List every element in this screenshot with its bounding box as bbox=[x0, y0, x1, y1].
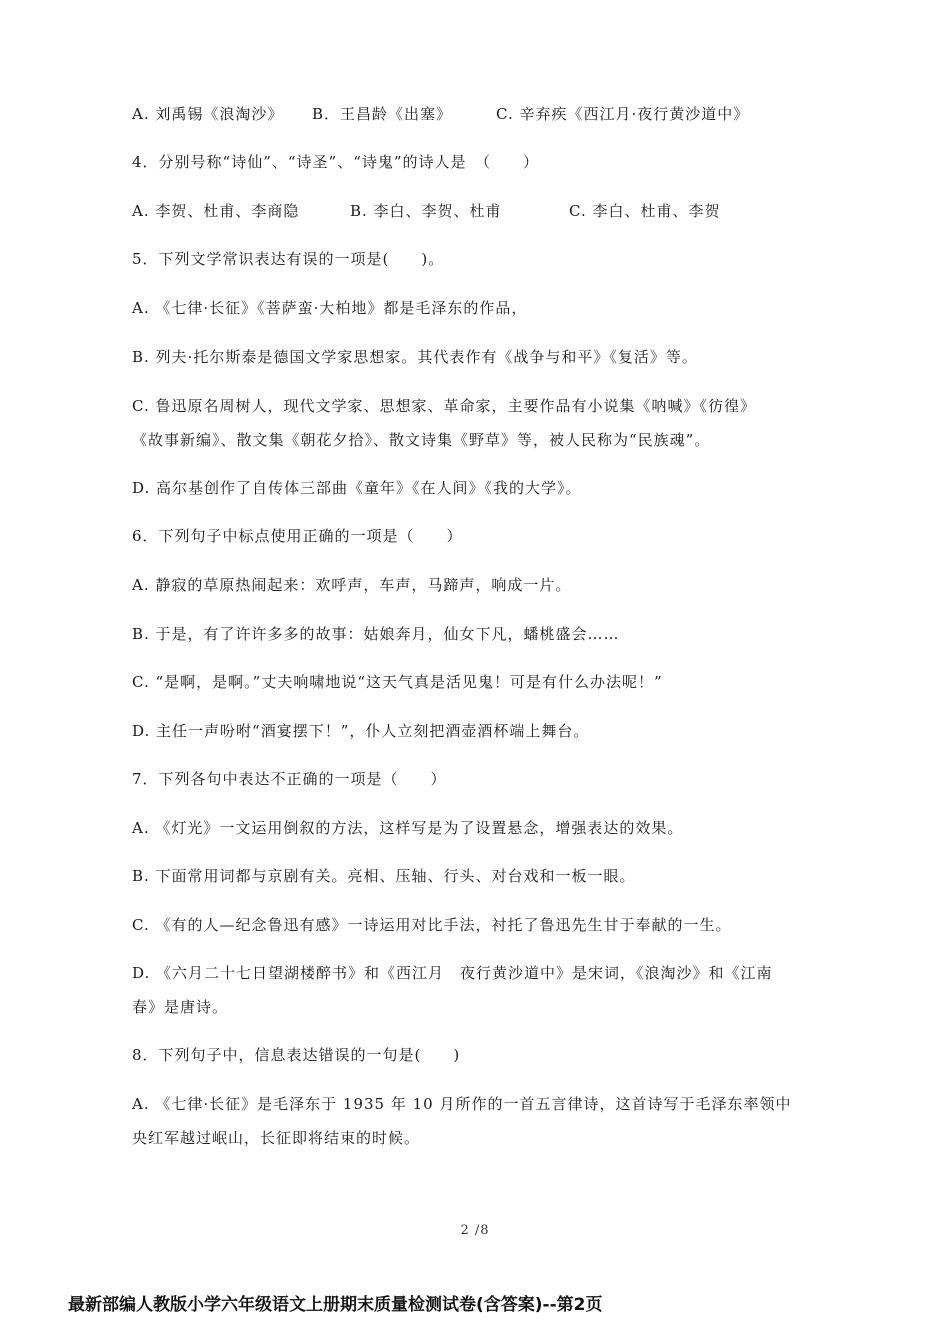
q4-option-a: A. 李贺、杜甫、李商隐 bbox=[132, 202, 300, 220]
q5-option-b: B. 列夫·托尔斯泰是德国文学家思想家。其代表作有《战争与和平》《复活》等。 bbox=[132, 348, 698, 366]
question-8: 8．下列句子中，信息表达错误的一句是( ) bbox=[132, 1046, 461, 1064]
q5-option-a: A. 《七律·长征》《菩萨蛮·大柏地》都是毛泽东的作品， bbox=[132, 299, 528, 317]
q7-option-c: C. 《有的人—纪念鲁迅有感》一诗运用对比手法，衬托了鲁迅先生甘于奉献的一生。 bbox=[132, 916, 732, 934]
q6-option-a: A. 静寂的草原热闹起来：欢呼声，车声，马蹄声，响成一片。 bbox=[132, 576, 572, 594]
q8-option-a-line2: 央红军越过岷山，长征即将结束的时候。 bbox=[132, 1129, 421, 1147]
q7-option-a: A. 《灯光》一文运用倒叙的方法，这样写是为了设置悬念，增强表达的效果。 bbox=[132, 819, 684, 837]
question-4: 4．分别号称“诗仙”、“诗圣”、“诗鬼”的诗人是 （ ） bbox=[132, 153, 540, 171]
q4-option-c: C. 李白、杜甫、李贺 bbox=[569, 202, 721, 220]
q4-options bbox=[132, 201, 822, 221]
q7-option-b: B. 下面常用词都与京剧有关。亮相、压轴、行头、对台戏和一板一眼。 bbox=[132, 867, 636, 885]
q7-option-d-line1: D. 《六月二十七日望湖楼醉书》和《西江月 夜行黄沙道中》是宋词，《浪淘沙》和《江南 bbox=[132, 964, 773, 982]
question-7: 7．下列各句中表达不正确的一项是（ ） bbox=[132, 770, 447, 788]
q5-option-c-line2: 《故事新编》、散文集《朝花夕拾》、散文诗集《野草》等，被人民称为“民族魂”。 bbox=[132, 431, 711, 449]
q3-option-c: C. 辛弃疾《西江月·夜行黄沙道中》 bbox=[496, 105, 750, 123]
page-number: 2 /8 bbox=[460, 1223, 490, 1238]
q6-option-b: B. 于是，有了许许多多的故事：姑娘奔月，仙女下凡，蟠桃盛会…… bbox=[132, 625, 620, 643]
question-6: 6．下列句子中标点使用正确的一项是（ ） bbox=[132, 527, 463, 545]
q7-option-d-line2: 春》是唐诗。 bbox=[132, 998, 229, 1016]
q4-option-b: B. 李白、李贺、杜甫 bbox=[350, 202, 502, 220]
q8-option-a-line1: A. 《七律·长征》是毛泽东于 1935 年 10 月所作的一首五言律诗，这首诗写于毛泽东率领中 bbox=[132, 1095, 792, 1113]
q5-option-d: D. 高尔基创作了自传体三部曲《童年》《在人间》《我的大学》。 bbox=[132, 479, 582, 497]
q6-option-c: C. “是啊，是啊。”丈夫响啸地说“这天气真是活见鬼！可是有什么办法呢！” bbox=[132, 673, 663, 691]
q5-option-c-line1: C. 鲁迅原名周树人，现代文学家、思想家、革命家，主要作品有小说集《呐喊》《彷徨》 bbox=[132, 397, 756, 415]
q3-option-b: B．王昌龄《出塞》 bbox=[312, 105, 453, 123]
q3-options bbox=[132, 104, 822, 124]
q3-option-a: A. 刘禹锡《浪淘沙》 bbox=[132, 105, 284, 123]
document-footer-title: 最新部编人教版小学六年级语文上册期末质量检测试卷(含答案)--第2页 bbox=[68, 1295, 603, 1315]
q6-option-d: D. 主任一声吩咐“酒宴摆下！”，仆人立刻把酒壶酒杯端上舞台。 bbox=[132, 722, 590, 740]
question-5: 5．下列文学常识表达有误的一项是( )。 bbox=[132, 250, 445, 268]
